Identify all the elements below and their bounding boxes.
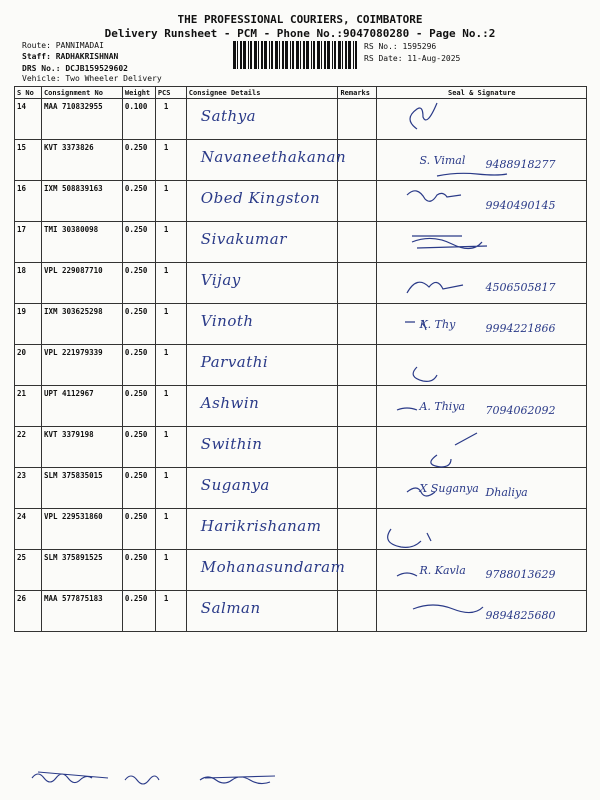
- row-sno: 20: [15, 345, 42, 386]
- barcode-bar: [355, 41, 357, 69]
- row-sno: 15: [15, 140, 42, 181]
- runsheet-subtitle: Delivery Runsheet - PCM - Phone No.:9047080280 - Page No.:2: [104, 27, 496, 40]
- barcode-bar: [327, 41, 330, 69]
- row-weight: 0.250: [122, 427, 155, 468]
- row-weight: 0.250: [122, 263, 155, 304]
- row-pcs: 1: [155, 468, 186, 509]
- row-remarks: [338, 591, 377, 632]
- table-row: [15, 181, 587, 222]
- row-signature-cell: [377, 99, 587, 140]
- row-consignee-name: Swithin: [200, 435, 263, 453]
- signature-name: A. Thiya: [419, 400, 466, 413]
- barcode-image: [233, 41, 359, 69]
- row-consignee-cell: [186, 140, 347, 181]
- row-sno: 26: [15, 591, 42, 632]
- row-consignment-no: UPT 4112967: [41, 386, 122, 427]
- signature-phone: 9994221866: [485, 322, 556, 335]
- row-sno: 21: [15, 386, 42, 427]
- table-row: [15, 345, 587, 386]
- row-consignee-name: Suganya: [200, 476, 270, 494]
- barcode-bar: [248, 41, 249, 69]
- barcode-bar: [334, 41, 336, 69]
- row-pcs: 1: [155, 591, 186, 632]
- barcode-bar: [285, 41, 288, 69]
- row-weight: 0.250: [122, 591, 155, 632]
- row-sno: 19: [15, 304, 42, 345]
- row-signature-cell: [377, 304, 587, 345]
- barcode-bar: [332, 41, 333, 69]
- row-remarks: [338, 222, 377, 263]
- barcode-bar: [240, 41, 242, 69]
- row-sno: 14: [15, 99, 42, 140]
- signature-name: S. Vimal: [419, 154, 466, 167]
- row-pcs: 1: [155, 263, 186, 304]
- runsheet-table: [14, 86, 587, 632]
- row-consignment-no: SLM 375891525: [41, 550, 122, 591]
- row-consignment-no: KVT 3373826: [41, 140, 122, 181]
- signature-scribble: [377, 263, 587, 304]
- company-title: THE PROFESSIONAL COURIERS, COIMBATORE: [177, 13, 423, 26]
- signature-name: R. Kavla: [419, 564, 466, 577]
- row-pcs: 1: [155, 222, 186, 263]
- row-signature-cell: [377, 550, 587, 591]
- row-sno: 18: [15, 263, 42, 304]
- row-consignment-no: SLM 375835015: [41, 468, 122, 509]
- row-consignment-no: TMI 30380098: [41, 222, 122, 263]
- row-consignee-name: Parvathi: [200, 353, 269, 371]
- row-signature-cell: [377, 345, 587, 386]
- row-consignee-cell: [186, 591, 338, 632]
- row-sno: 17: [15, 222, 42, 263]
- header-pcs: PCS: [155, 87, 186, 99]
- header-sno: S No: [15, 87, 42, 99]
- row-weight: 0.250: [122, 222, 155, 263]
- row-remarks: [338, 468, 377, 509]
- row-signature-cell: [377, 222, 587, 263]
- table-row: [15, 550, 587, 591]
- row-pcs: 1: [155, 550, 186, 591]
- row-weight: 0.250: [122, 386, 155, 427]
- row-consignee-cell: [186, 345, 338, 386]
- signature-scribble: [377, 181, 587, 222]
- row-pcs: 1: [155, 99, 186, 140]
- staff-label: Staff: RADHAKRISHNAN: [22, 52, 119, 61]
- row-pcs: 1: [155, 509, 186, 550]
- table-row: [15, 509, 587, 550]
- table-row: [15, 140, 587, 181]
- row-remarks: [338, 181, 377, 222]
- row-sno: 23: [15, 468, 42, 509]
- barcode-bar: [254, 41, 257, 69]
- row-consignee-cell: [186, 263, 338, 304]
- barcode-bar: [282, 41, 284, 69]
- row-signature-cell: [377, 591, 587, 632]
- signature-scribble: [377, 386, 587, 427]
- barcode-bar: [290, 41, 291, 69]
- row-weight: 0.250: [122, 468, 155, 509]
- row-consignee-cell: [186, 468, 338, 509]
- header-consignment: Consignment No: [41, 87, 122, 99]
- row-signature-cell: [377, 468, 587, 509]
- barcode-bar: [345, 41, 347, 69]
- table-row: [15, 591, 587, 632]
- barcode-bar: [300, 41, 301, 69]
- drs-number: DRS No.: DCJB159529602: [22, 64, 128, 73]
- row-signature-cell: [377, 509, 587, 550]
- row-signature-cell: [377, 386, 587, 427]
- barcode-bar: [348, 41, 351, 69]
- barcode-bar: [233, 41, 236, 69]
- barcode-bar: [313, 41, 315, 69]
- vehicle-label: Vehicle: Two Wheeler Delivery: [22, 74, 162, 83]
- row-weight: 0.250: [122, 345, 155, 386]
- barcode-bar: [306, 41, 309, 69]
- row-consignee-name: Sivakumar: [200, 230, 287, 248]
- table-row: [15, 386, 587, 427]
- signature-scribble: [377, 99, 587, 140]
- signature-scribble: [377, 222, 587, 263]
- row-consignment-no: KVT 3379198: [41, 427, 122, 468]
- header-weight: Weight: [122, 87, 155, 99]
- signature-scribble: [377, 591, 587, 632]
- row-remarks: [338, 99, 377, 140]
- row-weight: 0.250: [122, 140, 155, 181]
- signature-phone: 9940490145: [485, 199, 556, 212]
- signature-name: X Suganya: [419, 482, 479, 495]
- row-consignee-name: Sathya: [200, 107, 257, 125]
- signature-scribble: [377, 427, 587, 468]
- row-consignee-name: Harikrishanam: [200, 517, 322, 535]
- signature-scribble: [377, 140, 587, 181]
- barcode-bar: [264, 41, 267, 69]
- row-weight: 0.250: [122, 509, 155, 550]
- rs-date: RS Date: 11-Aug-2025: [364, 54, 461, 63]
- row-remarks: [338, 427, 377, 468]
- barcode-bar: [258, 41, 259, 69]
- signature-name: K. Thy: [419, 318, 456, 331]
- row-consignee-name: Vinoth: [200, 312, 254, 330]
- signature-scribble: [377, 304, 587, 345]
- row-consignee-name: Vijay: [200, 271, 241, 289]
- row-pcs: 1: [155, 345, 186, 386]
- barcode-bar: [237, 41, 238, 69]
- rs-number: RS No.: 1595296: [364, 42, 437, 51]
- row-consignee-cell: [186, 427, 338, 468]
- table-row: [15, 222, 587, 263]
- row-consignee-name: Navaneethakanan: [200, 148, 347, 166]
- row-weight: 0.250: [122, 181, 155, 222]
- row-consignment-no: MAA 577875183: [41, 591, 122, 632]
- route-label: Route: PANNIMADAI: [22, 41, 104, 50]
- barcode-bar: [342, 41, 343, 69]
- row-remarks: [338, 304, 377, 345]
- header-remarks: Remarks: [338, 87, 377, 99]
- footer-scribble: [30, 766, 290, 796]
- signature-phone: 9894825680: [485, 609, 556, 622]
- table-row: [15, 468, 587, 509]
- row-consignee-cell: [186, 99, 338, 140]
- barcode-bar: [338, 41, 341, 69]
- barcode-bar: [303, 41, 305, 69]
- row-consignee-cell: [186, 222, 338, 263]
- row-consignee-name: Mohanasundaram: [200, 558, 346, 576]
- barcode-bar: [243, 41, 246, 69]
- barcode-bar: [321, 41, 322, 69]
- row-consignee-cell: [186, 386, 338, 427]
- row-pcs: 1: [155, 304, 186, 345]
- row-signature-cell: [377, 140, 587, 181]
- barcode-bar: [250, 41, 252, 69]
- signature-phone: Dhaliya: [485, 486, 528, 499]
- row-remarks: [338, 509, 377, 550]
- row-consignment-no: MAA 710832955: [41, 99, 122, 140]
- table-row: [15, 99, 587, 140]
- row-remarks: [338, 263, 377, 304]
- row-sno: 22: [15, 427, 42, 468]
- table-header-row: [15, 87, 587, 99]
- barcode-bar: [311, 41, 312, 69]
- header-signature: Seal & Signature: [377, 87, 587, 99]
- row-consignee-cell: [186, 304, 338, 345]
- signature-scribble: [377, 468, 587, 509]
- row-consignee-name: Salman: [200, 599, 261, 617]
- row-consignee-cell: [186, 550, 346, 591]
- row-weight: 0.250: [122, 304, 155, 345]
- row-consignment-no: IXM 303625298: [41, 304, 122, 345]
- signature-scribble: [377, 509, 587, 550]
- row-signature-cell: [377, 181, 587, 222]
- signature-phone: 9788013629: [485, 568, 556, 581]
- barcode-bar: [296, 41, 299, 69]
- row-sno: 25: [15, 550, 42, 591]
- barcode-bar: [353, 41, 354, 69]
- row-consignee-cell: [186, 509, 338, 550]
- barcode-bar: [269, 41, 270, 69]
- table-row: [15, 427, 587, 468]
- row-consignee-name: Ashwin: [200, 394, 260, 412]
- row-weight: 0.100: [122, 99, 155, 140]
- row-pcs: 1: [155, 427, 186, 468]
- barcode-bar: [317, 41, 320, 69]
- row-consignment-no: VPL 229531860: [41, 509, 122, 550]
- table-row: [15, 263, 587, 304]
- row-pcs: 1: [155, 386, 186, 427]
- row-consignee-name: Obed Kingston: [200, 189, 321, 207]
- row-consignee-cell: [186, 181, 338, 222]
- row-remarks: [338, 386, 377, 427]
- row-sno: 16: [15, 181, 42, 222]
- row-pcs: 1: [155, 181, 186, 222]
- signature-phone: 7094062092: [485, 404, 556, 417]
- row-signature-cell: [377, 427, 587, 468]
- signature-phone: 4506505817: [485, 281, 556, 294]
- row-weight: 0.250: [122, 550, 155, 591]
- barcode-bar: [271, 41, 273, 69]
- row-remarks: [338, 345, 377, 386]
- signature-scribble: [377, 345, 587, 386]
- header-consignee: Consignee Details: [186, 87, 338, 99]
- signature-scribble: [377, 550, 587, 591]
- barcode-bar: [279, 41, 280, 69]
- barcode-bar: [292, 41, 294, 69]
- barcode-bar: [261, 41, 263, 69]
- row-consignment-no: IXM 508839163: [41, 181, 122, 222]
- table-row: [15, 304, 587, 345]
- row-consignment-no: VPL 221979339: [41, 345, 122, 386]
- row-pcs: 1: [155, 140, 186, 181]
- barcode-bar: [275, 41, 278, 69]
- signature-phone: 9488918277: [485, 158, 556, 171]
- row-consignment-no: VPL 229087710: [41, 263, 122, 304]
- barcode-bar: [324, 41, 326, 69]
- row-sno: 24: [15, 509, 42, 550]
- row-signature-cell: [377, 263, 587, 304]
